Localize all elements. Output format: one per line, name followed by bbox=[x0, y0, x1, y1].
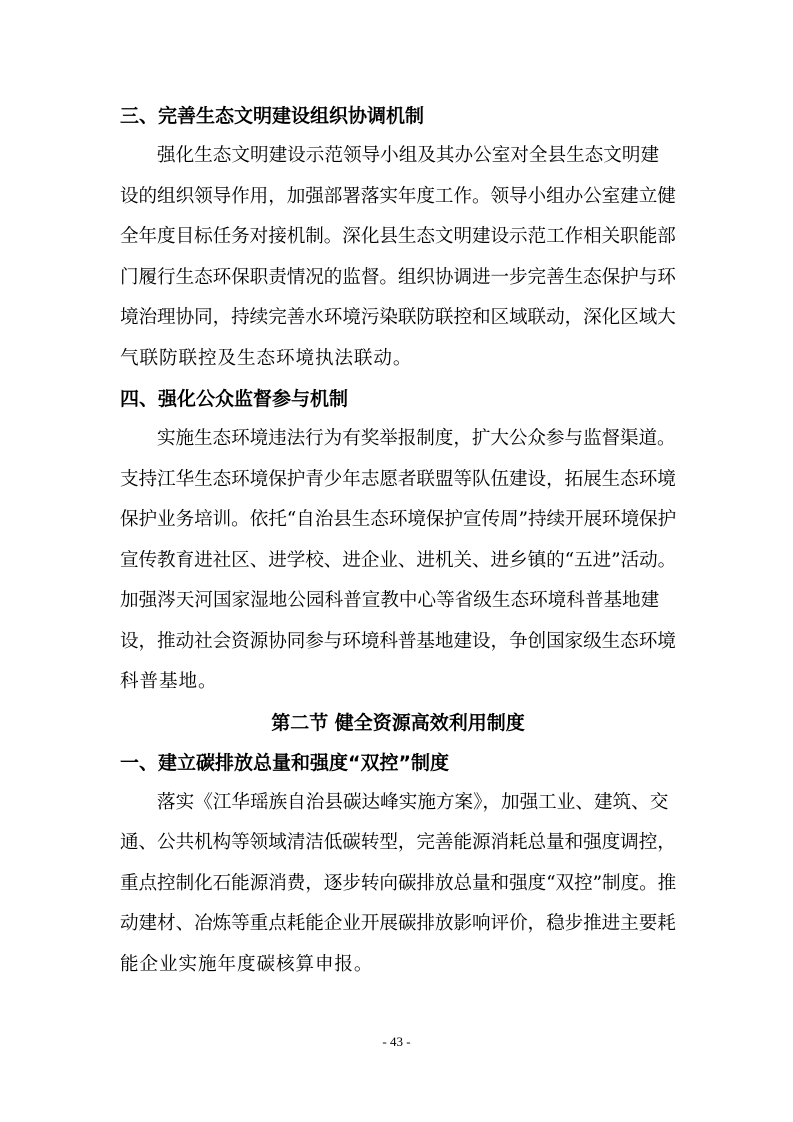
paragraph-line: 门履行生态环保职责情况的监督。组织协调进一步完善生态保护与环 bbox=[120, 266, 676, 288]
paragraph-line: 落实《江华瑶族自治县碳达峰实施方案》，加强工业、建筑、交 bbox=[157, 791, 669, 813]
paragraph-line: 设，推动社会资源协同参与环境科普基地建设，争创国家级生态环境 bbox=[120, 630, 676, 652]
paragraph-line: 设的组织领导作用，加强部署落实年度工作。领导小组办公室建立健 bbox=[120, 185, 676, 207]
section-heading: 一、建立碳排放总量和强度“双控”制度 bbox=[120, 751, 449, 774]
paragraph-line: 实施生态环境违法行为有奖举报制度，扩大公众参与监督渠道。 bbox=[157, 428, 676, 449]
paragraph-line: 科普基地。 bbox=[120, 671, 218, 692]
paragraph-line: 气联防联控及生态环境执法联动。 bbox=[120, 347, 413, 369]
body-paragraph bbox=[120, 136, 676, 379]
paragraph-line: 全年度目标任务对接机制。深化县生态文明建设示范工作相关职能部 bbox=[120, 226, 676, 247]
paragraph-line: 强化生态文明建设示范领导小组及其办公室对全县生态文明建 bbox=[157, 145, 660, 166]
paragraph-line: 能企业实施年度碳核算申报。 bbox=[120, 953, 374, 975]
body-paragraph bbox=[120, 783, 676, 986]
chapter-section-title: 第二节 健全资源高效利用制度 bbox=[271, 711, 525, 734]
section-heading: 三、完善生态文明建设组织协调机制 bbox=[120, 105, 425, 127]
page-number: - 43 - bbox=[382, 1034, 411, 1049]
paragraph-line: 宣传教育进社区、进学校、进企业、进机关、进乡镇的“五进”活动。 bbox=[120, 549, 676, 571]
section-heading: 四、强化公众监督参与机制 bbox=[120, 388, 349, 410]
paragraph-line: 境治理协同，持续完善水环境污染联防联控和区域联动，深化区域大 bbox=[120, 307, 676, 328]
paragraph-line: 保护业务培训。依托“自治县生态环境保护宣传周”持续开展环境保护 bbox=[120, 509, 676, 530]
paragraph-line: 通、公共机构等领域清洁低碳转型，完善能源消耗总量和强度调控， bbox=[120, 832, 676, 853]
paragraph-line: 动建材、冶炼等重点耗能企业开展碳排放影响评价，稳步推进主要耗 bbox=[120, 913, 676, 934]
paragraph-line: 重点控制化石能源消费，逐步转向碳排放总量和强度“双控”制度。推 bbox=[120, 872, 676, 894]
paragraph-line: 加强涔天河国家湿地公园科普宣教中心等省级生态环境科普基地建 bbox=[120, 590, 660, 611]
page-content bbox=[120, 96, 676, 985]
paragraph-line: 支持江华生态环境保护青少年志愿者联盟等队伍建设，拓展生态环境 bbox=[120, 468, 676, 490]
body-paragraph bbox=[120, 419, 676, 703]
